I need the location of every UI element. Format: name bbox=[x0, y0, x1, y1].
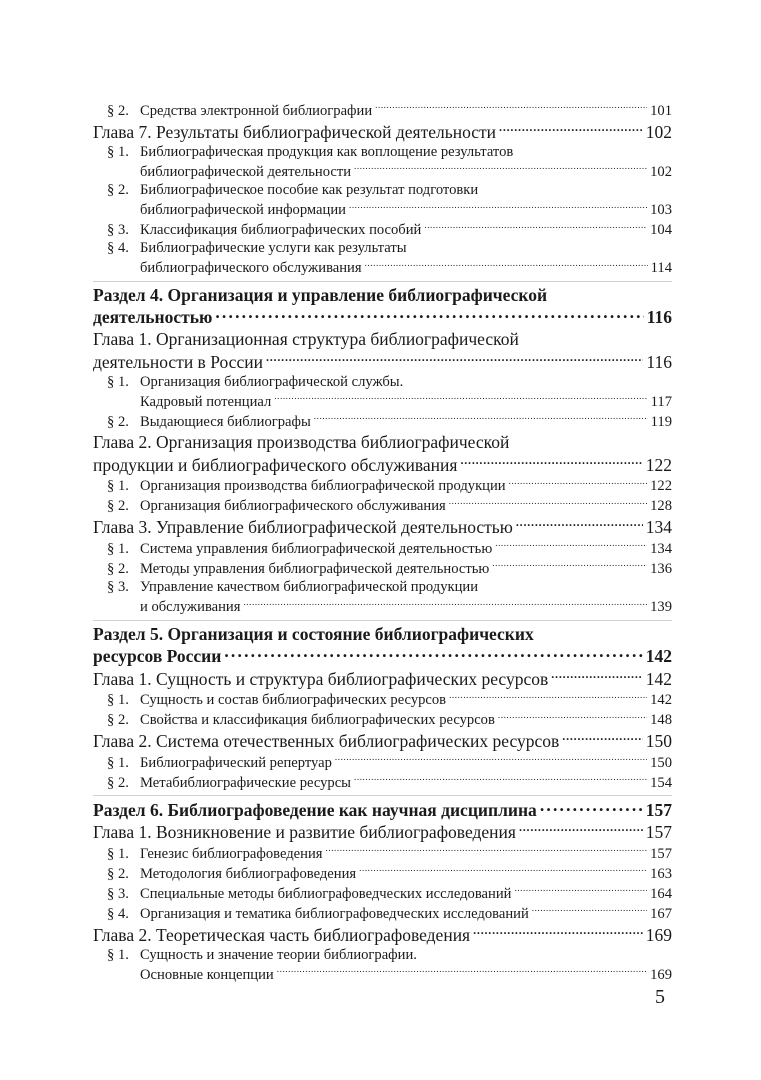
toc-entry-line bbox=[93, 798, 672, 821]
toc-page-number: 169 bbox=[645, 924, 672, 945]
toc-entry-section bbox=[93, 578, 672, 616]
dot-leader bbox=[514, 883, 647, 898]
toc-entry-title: Библиографическая продукция как воплощение результатов bbox=[140, 143, 514, 160]
toc-entry-line-wrapped bbox=[93, 284, 672, 306]
toc-entry-title: Организация библиографической службы. bbox=[140, 373, 404, 390]
dot-leader bbox=[473, 923, 643, 941]
toc-page-number: 154 bbox=[650, 774, 672, 791]
toc-entry-line bbox=[107, 100, 672, 120]
toc-entry-section bbox=[93, 219, 672, 239]
section-number: § 4. bbox=[107, 240, 129, 257]
toc-entry-title: ресурсов России bbox=[93, 646, 222, 667]
toc-entry-title: Глава 2. Система отечественных библиографических ресурсов bbox=[93, 731, 560, 752]
toc-page-number: 142 bbox=[650, 692, 672, 709]
toc-entry-title: Классификация библиографических пособий bbox=[140, 221, 422, 238]
toc-entry-line bbox=[107, 903, 672, 923]
toc-entry-line bbox=[93, 645, 672, 668]
toc-page-number: 150 bbox=[650, 754, 672, 771]
toc-page-number: 142 bbox=[645, 668, 672, 689]
toc-entry-title: Система управления библиографической деятельностью bbox=[140, 540, 493, 557]
toc-entry-title: Специальные методы библиографоведческих исследований bbox=[140, 885, 512, 902]
dot-leader bbox=[314, 411, 648, 426]
dot-leader bbox=[509, 476, 648, 491]
toc-entry-title: Основные концепции bbox=[140, 966, 274, 983]
toc-page-number: 102 bbox=[645, 121, 672, 142]
toc-entry-line bbox=[107, 391, 672, 411]
toc-page-number: 101 bbox=[650, 102, 672, 119]
toc-entry-title: Глава 7. Результаты библиографической деятельности bbox=[93, 121, 497, 142]
dot-leader bbox=[215, 306, 643, 324]
toc-page-number: 134 bbox=[650, 540, 672, 557]
toc-entry-title: Библиографическое пособие как результат подготовки bbox=[140, 181, 479, 198]
toc-entry-line bbox=[107, 863, 672, 883]
section-number: § 3. bbox=[107, 579, 129, 596]
toc-entry-line-wrapped bbox=[107, 143, 672, 161]
toc-page-number: 157 bbox=[645, 799, 672, 820]
dot-leader bbox=[326, 843, 648, 858]
toc-entry-line bbox=[93, 667, 672, 690]
toc-entry-section bbox=[93, 181, 672, 219]
toc-entry-section bbox=[93, 843, 672, 863]
toc-page-number: 102 bbox=[650, 163, 672, 180]
toc-entry-title: Методы управления библиографической деятельностью bbox=[140, 560, 490, 577]
toc-entry-line-wrapped bbox=[107, 373, 672, 391]
toc-entry-line bbox=[107, 411, 672, 431]
toc-entry-section bbox=[93, 558, 672, 578]
toc-entry-section bbox=[93, 863, 672, 883]
toc-page-number: 157 bbox=[645, 822, 672, 843]
toc-page-number: 117 bbox=[650, 393, 672, 410]
toc-entry-section bbox=[93, 946, 672, 984]
toc-entry-title: Глава 2. Теоретическая часть библиографоведения bbox=[93, 924, 471, 945]
dot-leader bbox=[540, 798, 643, 816]
toc-entry-line-wrapped bbox=[107, 946, 672, 964]
section-number: § 2. bbox=[107, 560, 129, 577]
toc-entry-title: Глава 1. Возникновение и развитие библиографоведения bbox=[93, 822, 516, 843]
toc-entry-line bbox=[93, 350, 672, 373]
toc-entry-chapter bbox=[93, 821, 672, 844]
toc-entry-chapter bbox=[93, 667, 672, 690]
toc-page-number: 148 bbox=[650, 712, 672, 729]
toc-entry-title: библиографической деятельности bbox=[140, 163, 352, 180]
toc-page-number: 114 bbox=[650, 260, 672, 277]
toc-entry-line-wrapped bbox=[93, 623, 672, 645]
toc-entry-chapter bbox=[93, 431, 672, 476]
toc-entry-chapter bbox=[93, 516, 672, 539]
section-number: § 2. bbox=[107, 865, 129, 882]
toc-entry-line bbox=[93, 120, 672, 143]
toc-page-number: 104 bbox=[650, 221, 672, 238]
section-number: § 1. bbox=[107, 692, 129, 709]
toc-entry-line-wrapped bbox=[93, 431, 672, 453]
dot-leader bbox=[424, 219, 647, 234]
toc-entry-line bbox=[107, 258, 672, 278]
toc-entry-section bbox=[93, 710, 672, 730]
toc-entry-line bbox=[107, 710, 672, 730]
section-number: § 1. bbox=[107, 373, 129, 390]
dot-leader bbox=[354, 161, 647, 176]
dot-leader bbox=[274, 391, 647, 406]
toc-entry-section bbox=[93, 903, 672, 923]
toc-entry-line-wrapped bbox=[107, 181, 672, 199]
toc-page-number: 128 bbox=[650, 498, 672, 515]
dot-leader bbox=[354, 772, 647, 787]
toc-entry-section bbox=[93, 143, 672, 181]
toc-entry-title: Генезис библиографоведения bbox=[140, 845, 323, 862]
toc-entry-line bbox=[107, 883, 672, 903]
toc-page-number: 119 bbox=[650, 413, 672, 430]
toc-entry-line bbox=[107, 558, 672, 578]
dot-leader bbox=[349, 199, 647, 214]
toc-entry-line bbox=[107, 538, 672, 558]
toc-entry-title: Выдающиеся библиографы bbox=[140, 413, 311, 430]
toc-entry-title: Сущность и состав библиографических ресурсов bbox=[140, 692, 447, 709]
toc-entry-line bbox=[93, 453, 672, 476]
section-number: § 1. bbox=[107, 143, 129, 160]
toc-entry-line bbox=[93, 730, 672, 753]
toc-entry-line-wrapped bbox=[93, 328, 672, 350]
section-number: § 2. bbox=[107, 498, 129, 515]
toc-entry-chapter bbox=[93, 328, 672, 373]
section-number: § 2. bbox=[107, 181, 129, 198]
toc-entry-section bbox=[93, 373, 672, 411]
toc-entry-line bbox=[107, 219, 672, 239]
toc-entry-title: Организация производства библиографической продукции bbox=[140, 478, 506, 495]
toc-entry-title: деятельности в России bbox=[93, 351, 263, 372]
toc-entry-title: Организация библиографического обслуживания bbox=[140, 498, 446, 515]
toc-entry-part bbox=[93, 620, 672, 668]
toc-page-number: 167 bbox=[650, 905, 672, 922]
toc-entry-title: продукции и библиографического обслуживания bbox=[93, 454, 458, 475]
toc-entry-title: Метабиблиографические ресурсы bbox=[140, 774, 351, 791]
toc-entry-title: Раздел 4. Организация и управление библиографической bbox=[93, 284, 548, 305]
toc-page-number: 122 bbox=[650, 478, 672, 495]
toc-entry-line bbox=[107, 752, 672, 772]
toc-entry-title: Глава 2. Организация производства библиографической bbox=[93, 432, 510, 453]
toc-page-number: 157 bbox=[650, 845, 672, 862]
toc-entry-title: библиографического обслуживания bbox=[140, 260, 362, 277]
section-number: § 2. bbox=[107, 774, 129, 791]
dot-leader bbox=[243, 597, 647, 612]
dot-leader bbox=[498, 710, 647, 725]
toc-entry-title: Методология библиографоведения bbox=[140, 865, 357, 882]
toc-entry-line bbox=[107, 772, 672, 792]
dot-leader bbox=[277, 964, 647, 979]
toc-page-number: 164 bbox=[650, 885, 672, 902]
toc-entry-title: Управление качеством библиографической продукции bbox=[140, 579, 479, 596]
toc-entry-line bbox=[107, 843, 672, 863]
dot-leader bbox=[492, 558, 647, 573]
toc-entry-title: Глава 1. Организационная структура библиографической bbox=[93, 329, 519, 350]
toc-page-number: 122 bbox=[645, 454, 672, 475]
toc-entry-line bbox=[93, 821, 672, 844]
toc-entry-title: Библиографические услуги как результаты bbox=[140, 240, 407, 257]
toc-entry-title: Библиографический репертуар bbox=[140, 754, 332, 771]
toc-entry-title: Организация и тематика библиографоведческих исследований bbox=[140, 905, 529, 922]
toc-entry-section bbox=[93, 476, 672, 496]
toc-entry-line bbox=[93, 516, 672, 539]
dot-leader bbox=[532, 903, 647, 918]
toc-entry-title: Раздел 6. Библиографоведение как научная дисциплина bbox=[93, 799, 537, 820]
section-number: § 1. bbox=[107, 845, 129, 862]
section-number: § 3. bbox=[107, 221, 129, 238]
section-number: § 4. bbox=[107, 905, 129, 922]
toc-entry-section bbox=[93, 690, 672, 710]
toc-entry-chapter bbox=[93, 120, 672, 143]
section-number: § 1. bbox=[107, 478, 129, 495]
dot-leader bbox=[516, 516, 643, 534]
toc-page-number: 103 bbox=[650, 201, 672, 218]
section-number: § 1. bbox=[107, 754, 129, 771]
toc-entry-section bbox=[93, 752, 672, 772]
toc-entry-line bbox=[107, 597, 672, 617]
dot-leader bbox=[359, 863, 647, 878]
toc-entry-line-wrapped bbox=[107, 239, 672, 257]
toc-entry-line-wrapped bbox=[107, 578, 672, 596]
table-of-contents bbox=[93, 100, 672, 984]
toc-entry-line bbox=[93, 306, 672, 329]
toc-page-number: 116 bbox=[646, 351, 672, 372]
toc-entry-section bbox=[93, 538, 672, 558]
toc-entry-line bbox=[93, 923, 672, 946]
toc-entry-part bbox=[93, 281, 672, 329]
toc-entry-line bbox=[107, 496, 672, 516]
toc-entry-line bbox=[107, 476, 672, 496]
toc-entry-title: деятельностью bbox=[93, 307, 213, 328]
section-number: § 2. bbox=[107, 413, 129, 430]
section-number: § 2. bbox=[107, 712, 129, 729]
dot-leader bbox=[365, 258, 648, 273]
section-number: § 1. bbox=[107, 540, 129, 557]
dot-leader bbox=[449, 690, 647, 705]
toc-entry-title: Свойства и классификация библиографических ресурсов bbox=[140, 712, 495, 729]
dot-leader bbox=[224, 645, 642, 663]
dot-leader bbox=[449, 496, 647, 511]
toc-page-number: 134 bbox=[645, 517, 672, 538]
dot-leader bbox=[499, 120, 643, 138]
toc-entry-part bbox=[93, 795, 672, 821]
toc-entry-chapter bbox=[93, 923, 672, 946]
toc-page-number: 169 bbox=[650, 966, 672, 983]
toc-entry-line bbox=[107, 161, 672, 181]
toc-page-number: 163 bbox=[650, 865, 672, 882]
toc-entry-section bbox=[93, 100, 672, 120]
dot-leader bbox=[335, 752, 647, 767]
toc-entry-line bbox=[107, 199, 672, 219]
toc-entry-section bbox=[93, 496, 672, 516]
toc-entry-title: Сущность и значение теории библиографии. bbox=[140, 946, 417, 963]
dot-leader bbox=[519, 821, 643, 839]
toc-entry-title: Раздел 5. Организация и состояние библиографических bbox=[93, 623, 534, 644]
dot-leader bbox=[551, 667, 643, 685]
toc-entry-title: и обслуживания bbox=[140, 599, 241, 616]
toc-entry-section bbox=[93, 772, 672, 792]
toc-entry-title: библиографической информации bbox=[140, 201, 346, 218]
toc-page-number: 142 bbox=[645, 646, 672, 667]
toc-entry-line bbox=[107, 690, 672, 710]
toc-entry-title: Глава 1. Сущность и структура библиографических ресурсов bbox=[93, 668, 549, 689]
dot-leader bbox=[460, 453, 642, 471]
toc-entry-section bbox=[93, 411, 672, 431]
toc-page-number: 136 bbox=[650, 560, 672, 577]
dot-leader bbox=[266, 350, 643, 368]
toc-entry-chapter bbox=[93, 730, 672, 753]
section-number: § 1. bbox=[107, 946, 129, 963]
toc-entry-title: Глава 3. Управление библиографической деятельностью bbox=[93, 517, 513, 538]
page-number: 5 bbox=[655, 986, 665, 1008]
toc-entry-title: Кадровый потенциал bbox=[140, 393, 272, 410]
section-number: § 3. bbox=[107, 885, 129, 902]
toc-entry-line bbox=[107, 964, 672, 984]
toc-page-number: 116 bbox=[646, 307, 672, 328]
toc-entry-section bbox=[93, 883, 672, 903]
dot-leader bbox=[562, 730, 642, 748]
toc-entry-title: Средства электронной библиографии bbox=[140, 102, 373, 119]
toc-page-number: 139 bbox=[650, 599, 672, 616]
toc-entry-section bbox=[93, 239, 672, 277]
dot-leader bbox=[375, 100, 647, 115]
section-number: § 2. bbox=[107, 102, 129, 119]
toc-page-number: 150 bbox=[645, 731, 672, 752]
dot-leader bbox=[495, 538, 647, 553]
